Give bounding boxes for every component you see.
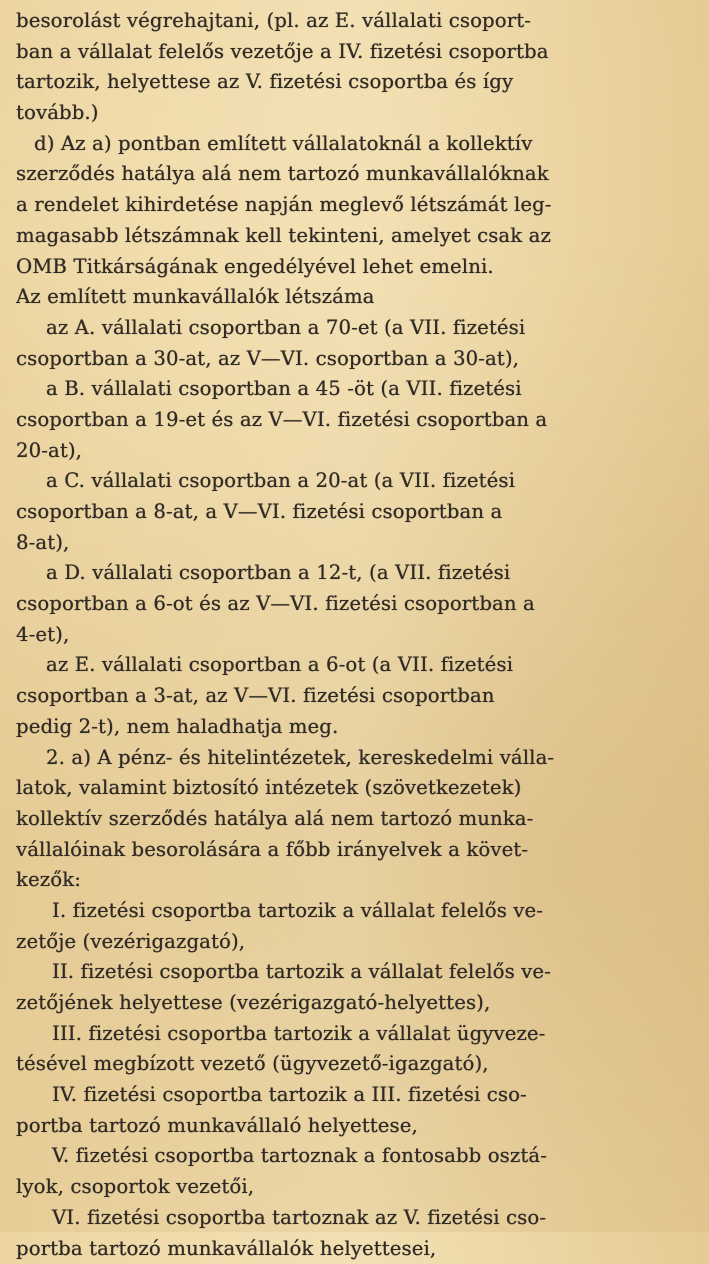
text-line: latok, valamint biztosító intézetek (szövetkezetek): [16, 773, 701, 804]
section-2-start: 2. a) A pénz- és hitelintézetek, kereskedelmi válla-: [16, 743, 701, 774]
text-line: portba tartozó munkavállaló helyettese,: [16, 1111, 701, 1142]
group-item-ii: II. fizetési csoportba tartozik a vállalat felelős ve-: [16, 957, 701, 988]
text-line: a rendelet kihirdetése napján meglevő létszámát leg-: [16, 190, 701, 221]
text-line: 20-at),: [16, 436, 701, 467]
text-line: zetője (vezérigazgató),: [16, 927, 701, 958]
group-item-iv: IV. fizetési csoportba tartozik a III. fizetési cso-: [16, 1080, 701, 1111]
list-item-a: az A. vállalati csoportban a 70-et (a VII. fizetési: [16, 313, 701, 344]
group-item-v: V. fizetési csoportba tartoznak a fontosabb osztá-: [16, 1141, 701, 1172]
paragraph-d-start: d) Az a) pontban említett vállalatoknál a kollektív: [16, 129, 701, 160]
text-line: portba tartozó munkavállalók helyettesei,: [16, 1234, 701, 1264]
list-item-e: az E. vállalati csoportban a 6-ot (a VII. fizetési: [16, 650, 701, 681]
text-line: OMB Titkárságának engedélyével lehet emelni.: [16, 252, 701, 283]
text-line: kollektív szerződés hatálya alá nem tartozó munka-: [16, 804, 701, 835]
list-item-d: a D. vállalati csoportban a 12-t, (a VII. fizetési: [16, 558, 701, 589]
text-line: csoportban a 6-ot és az V—VI. fizetési csoportban a: [16, 589, 701, 620]
list-item-b: a B. vállalati csoportban a 45 -öt (a VII. fizetési: [16, 374, 701, 405]
group-item-iii: III. fizetési csoportba tartozik a vállalat ügyveze-: [16, 1019, 701, 1050]
text-line: csoportban a 8-at, a V—VI. fizetési csoportban a: [16, 497, 701, 528]
text-line: 4-et),: [16, 620, 701, 651]
text-line: lyok, csoportok vezetői,: [16, 1172, 701, 1203]
text-line: zetőjének helyettese (vezérigazgató-helyettes),: [16, 988, 701, 1019]
text-line: pedig 2-t), nem haladhatja meg.: [16, 712, 701, 743]
text-line: Az említett munkavállalók létszáma: [16, 282, 701, 313]
text-line: kezők:: [16, 865, 701, 896]
text-line: csoportban a 3-at, az V—VI. fizetési csoportban: [16, 681, 701, 712]
text-line: tésével megbízott vezető (ügyvezető-igazgató),: [16, 1049, 701, 1080]
group-item-i: I. fizetési csoportba tartozik a vállalat felelős ve-: [16, 896, 701, 927]
text-line: 8-at),: [16, 528, 701, 559]
text-line: tovább.): [16, 98, 701, 129]
text-line: ban a vállalat felelős vezetője a IV. fizetési csoportba: [16, 37, 701, 68]
list-item-c: a C. vállalati csoportban a 20-at (a VII. fizetési: [16, 466, 701, 497]
text-line: szerződés hatálya alá nem tartozó munkavállalóknak: [16, 159, 701, 190]
text-line: tartozik, helyettese az V. fizetési csoportba és így: [16, 67, 701, 98]
text-line: csoportban a 30-at, az V—VI. csoportban a 30-at),: [16, 344, 701, 375]
text-line: magasabb létszámnak kell tekinteni, amelyet csak az: [16, 221, 701, 252]
text-line: csoportban a 19-et és az V—VI. fizetési csoportban a: [16, 405, 701, 436]
text-line: besorolást végrehajtani, (pl. az E. vállalati csoport-: [16, 6, 701, 37]
group-item-vi: VI. fizetési csoportba tartoznak az V. fizetési cso-: [16, 1203, 701, 1234]
text-line: vállalóinak besorolására a főbb irányelvek a követ-: [16, 835, 701, 866]
